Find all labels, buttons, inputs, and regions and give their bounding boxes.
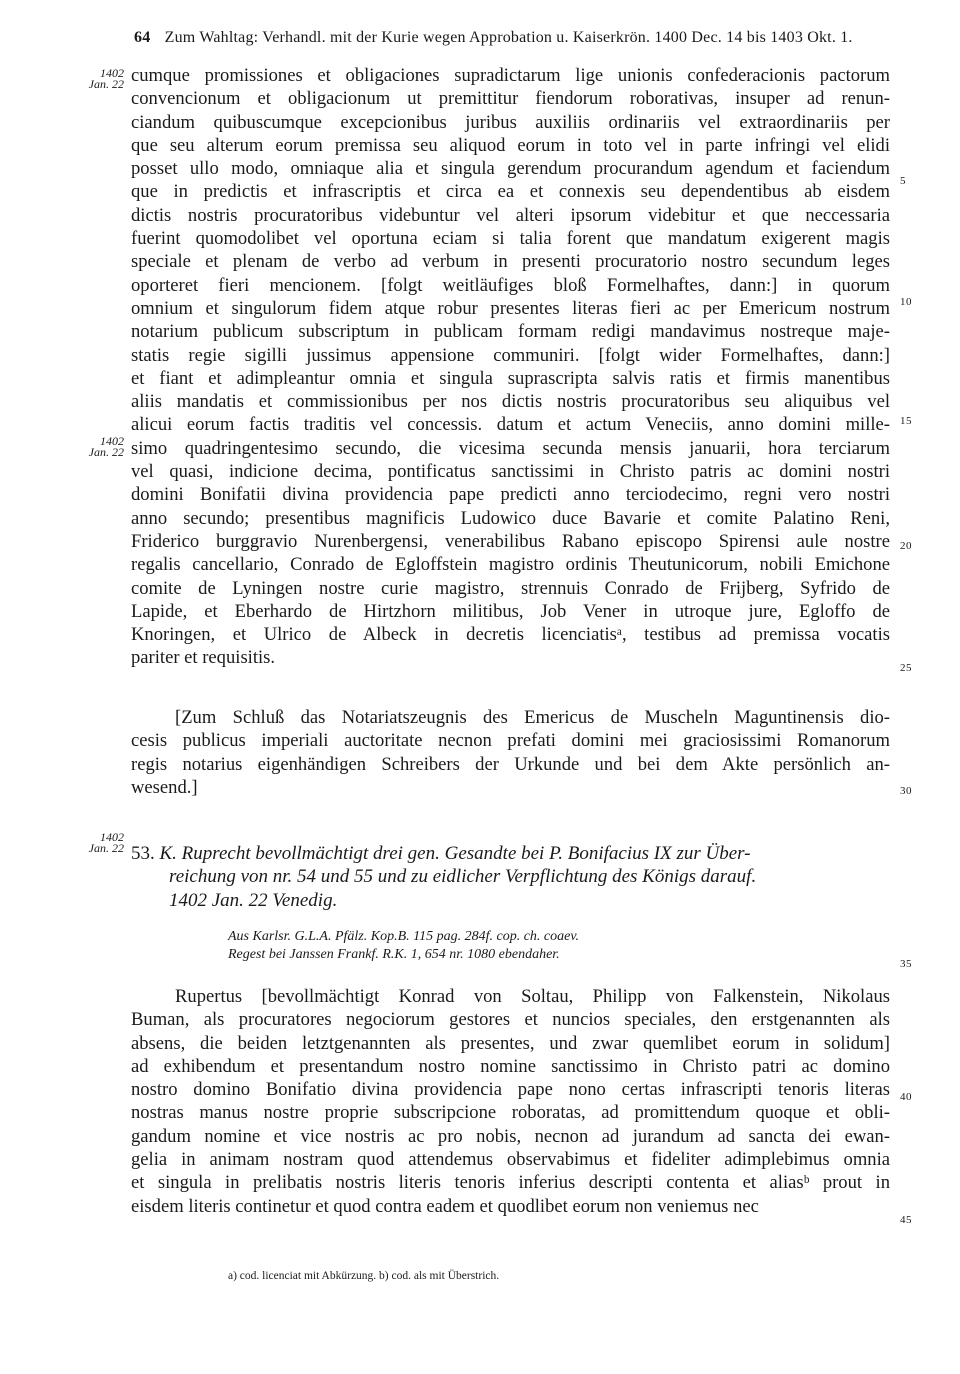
text-line: notarium publicum subscriptum in publicam formam redigi mandavimus nostreque maje- [131, 321, 890, 343]
text-line: Buman, als procuratores negociorum gestores et nuncios speciales, den erstgenannten als [131, 1009, 890, 1031]
heading-line: K. Ruprecht bevollmächtigt drei gen. Gesandte bei P. Bonifacius IX zur Über- [159, 843, 751, 864]
line-number: 25 [900, 662, 912, 674]
text-line: et fiant et adimpleantur omnia et singula suprascripta salvis ratis et firmis manentibus [131, 367, 890, 389]
text-line: que in predictis et infrascriptis et circa ea et connexis seu dependentibus ab eisdem [131, 181, 890, 203]
text-line: oporteret fieri mencionem. [folgt weitläufiges bloß Formelhaftes, dann:] in quorum [131, 274, 890, 296]
text-line: domini Bonifatii divina providencia pape predicti anno terciodecimo, regni vero nostri [131, 484, 890, 506]
text-line: cumque promissiones et obligaciones supradictarum lige unionis confederacionis pactorum [131, 65, 890, 86]
text-line: regalis cancellario, Conrado de Egloffstein magistro ordinis Theutunicorum, nobili Emichone [131, 554, 890, 576]
source-citation: Aus Karlsr. G.L.A. Pfälz. Kop.B. 115 pag. 284f. cop. ch. coaev. Regest bei Janssen Frankf. R.K. 1, 654 nr. 1080 ebendaher. [228, 929, 580, 962]
document-text-block [131, 64, 890, 670]
text-line: gelia in animam nostram quod attendemus observabimus et fideliter adimplebimus omnia [131, 1149, 890, 1171]
text-line: fuerint quomodolibet vel oportuna eciam si talia forent que mandatum exigerent magis [131, 228, 890, 250]
text-line: gandum nomine et vice nostris ac pro nobis, necnon ad jurandum ad sancta dei ewan- [131, 1125, 890, 1147]
text-line: speciale et plenam de verbo ad verbum in presenti procuratorio nostro secundum leges [131, 251, 890, 273]
line-number: 45 [900, 1214, 912, 1226]
text-line: pariter et requisitis. [131, 647, 276, 669]
text-line: cesis publicus imperiali auctoritate necnon prefati domini mei graciosissimi Romanorum [131, 730, 890, 752]
running-header [134, 29, 853, 47]
text-line: Knoringen, et Ulrico de Albeck in decretis licenciatisᵃ, testibus ad premissa vocatis [131, 624, 890, 646]
running-title: Zum Wahltag: Verhandl. mit der Kurie wegen Approbation u. Kaiserkrön. 1400 Dec. 14 bis 1403 Okt. 1. [164, 29, 853, 46]
line-number: 15 [900, 415, 912, 427]
line-number: 30 [900, 785, 912, 797]
margin-date: 1402 Jan. 22 [88, 830, 124, 855]
line-number: 35 [900, 958, 912, 970]
text-line: anno secundo; presentibus magnificis Ludowico duce Bavarie et comite Palatino Reni, [131, 507, 890, 529]
entry-number: 53. [131, 843, 155, 864]
margin-date: 1402 Jan. 22 [88, 434, 124, 459]
text-line: aliis mandatis et commissionibus per nos dictis nostris procuratoribus seu aliquibus vel [131, 391, 890, 413]
text-line: statis regie sigilli jussimus appensione communiri. [folgt wider Formelhaftes, dann:] [131, 344, 890, 366]
text-line: dictis nostris procuratoribus videbuntur vel alteri ipsorum videbitur et que neccessaria [131, 204, 890, 226]
text-line: ad exhibendum et presentandum nostro nomine sanctissimo in Christo patri ac domino [131, 1055, 890, 1077]
text-line: Rupertus [bevollmächtigt Konrad von Soltau, Philipp von Falkenstein, Nikolaus [175, 986, 890, 1007]
text-line: comite de Lyningen nostre curie magistro, strennuis Conrado de Frijberg, Syfrido de [131, 577, 890, 599]
margin-date: 1402 Jan. 22 [88, 66, 124, 91]
notary-note [131, 706, 890, 799]
entry-heading [131, 842, 890, 912]
text-line: regis notarius eigenhändigen Schreibers der Urkunde und bei dem Akte persönlich an- [131, 753, 890, 775]
footnotes: a) cod. licenciat mit Abkürzung. b) cod. als mit Überstrich. [228, 1270, 500, 1282]
text-line: que seu alterum eorum premissa seu aliquod eorum in toto vel in parte infringi vel elidi [131, 134, 890, 156]
text-line: alicui eorum factis traditis vel concessis. datum et actum Veneciis, anno domini mille- [131, 414, 890, 436]
text-line: Friderico burggravio Nurenbergensi, venerabilibus Rabano episcopo Spirensi aule nostre [131, 530, 890, 552]
line-number: 20 [900, 540, 912, 552]
line-number: 40 [900, 1091, 912, 1103]
page-number: 64 [134, 29, 151, 46]
text-line: simo quadringentesimo secundo, die vicesima secunda mensis januarii, hora terciarum [131, 437, 890, 459]
text-line: [Zum Schluß das Notariatszeugnis des Emericus de Muscheln Maguntinensis dio- [175, 707, 890, 728]
text-line: convencionum et obligacionum ut premittitur fiendorum roborativas, insuper ad renun- [131, 88, 890, 110]
line-number: 10 [900, 296, 912, 308]
text-line: absens, die beiden letztgenannten als presentes, und zwar quemlibet eorum in solidum] [131, 1032, 890, 1054]
text-line: posset ullo modo, omniaque alia et singula gerendum procurandum agendum et faciendum [131, 158, 890, 180]
text-line: ciandum quibuscumque excepcionibus juribus auxiliis ordinariis vel extraordinariis per [131, 111, 890, 133]
heading-line: reichung von nr. 54 und 55 und zu eidlicher Verpflichtung des Königs darauf. [169, 866, 757, 888]
text-line: vel quasi, indicione decima, pontificatus sanctissimi in Christo patris ac domini nostri [131, 461, 890, 483]
text-line: Lapide, et Eberhardo de Hirtzhorn militibus, Job Vener in utroque jure, Egloffo de [131, 600, 890, 622]
text-line: et singula in prelibatis nostris literis tenoris inferius descripti contenta et aliasᵇ prout in [131, 1172, 890, 1194]
text-line: nostro domino Bonifatio divina providencia pape nono certas infrascripti tenoris literas [131, 1079, 890, 1101]
text-line: nostras manus nostre proprie subscripcione roboratas, ad promittendum quoque et obli- [131, 1102, 890, 1124]
text-line: eisdem literis continetur et quod contra eadem et quodlibet eorum non veniemus nec [131, 1195, 759, 1217]
line-number: 5 [900, 175, 906, 187]
text-line: wesend.] [131, 776, 198, 798]
text-line: omnium et singulorum fidem atque robur presentes literas fieri ac per Emericum nostrum [131, 297, 890, 319]
document-text-block [131, 985, 890, 1218]
heading-line: 1402 Jan. 22 Venedig. [169, 889, 338, 911]
